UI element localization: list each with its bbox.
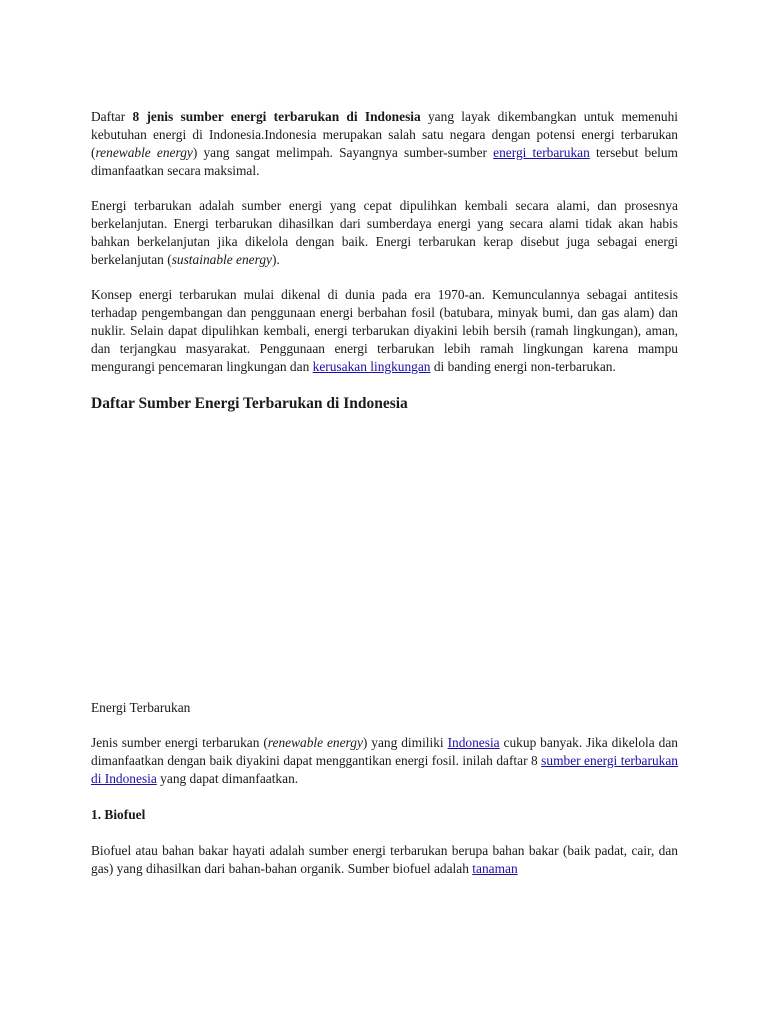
link-sumber-energi-terbarukan[interactable]: sumber energi terbarukan di Indonesia bbox=[91, 753, 678, 786]
text-run: ). bbox=[271, 252, 280, 267]
text-run: Daftar bbox=[91, 109, 133, 124]
section-heading: Daftar Sumber Energi Terbarukan di Indonesia bbox=[91, 395, 408, 412]
document-body bbox=[91, 108, 678, 878]
text-run: yang layak dikembangkan untuk memenuhi kebutuhan energi di Indonesia.Indonesia merupakan salah satu negara dengan potensi energi terbarukan ( bbox=[91, 109, 678, 160]
text-run: Biofuel atau bahan bakar hayati adalah sumber energi terbarukan berupa bahan bakar (baik padat, cair, dan gas) yang dihasilkan dari bahan-bahan organik. Sumber biofuel adalah bbox=[91, 843, 678, 876]
italic-term: renewable energy bbox=[267, 735, 363, 750]
concept-paragraph bbox=[91, 286, 678, 376]
text-run: ) yang dimiliki bbox=[362, 735, 448, 750]
text-run: Energi terbarukan adalah sumber energi yang cepat dipulihkan kembali secara alami, dan prosesnya berkelanjutan. Energi terbarukan dihasilkan dari sumberdaya energi yang secara alami tidak akan habis bahkan berkelanjutan jika dikelola dengan baik. Energi terbarukan kerap disebut juga sebagai energi berkelanjutan ( bbox=[91, 198, 678, 267]
text-run: yang dapat dimanfaatkan. bbox=[156, 771, 299, 786]
text-run: di banding energi non-terbarukan. bbox=[430, 359, 616, 374]
italic-term: renewable energy bbox=[95, 145, 193, 160]
definition-paragraph bbox=[91, 197, 678, 269]
link-tanaman[interactable]: tanaman bbox=[472, 861, 518, 876]
text-run: tersebut belum dimanfaatkan secara maksimal. bbox=[91, 145, 678, 178]
biofuel-paragraph bbox=[91, 842, 678, 878]
types-paragraph bbox=[91, 734, 678, 788]
link-energi-terbarukan[interactable]: energi terbarukan bbox=[493, 145, 590, 160]
image-placeholder bbox=[91, 414, 678, 699]
link-indonesia[interactable]: Indonesia bbox=[447, 735, 500, 750]
text-run: ) yang sangat melimpah. Sayangnya sumber-sumber bbox=[192, 145, 494, 160]
bold-title-text: 8 jenis sumber energi terbarukan di Indonesia bbox=[132, 109, 421, 124]
text-run: Konsep energi terbarukan mulai dikenal di dunia pada era 1970-an. Kemunculannya sebagai antitesis terhadap pengembangan dan penggunaan energi berbahan fosil (batubara, minyak bumi, dan gas alam) dan nuklir. Selain dapat dipulihkan kembali, energi terbarukan diyakini lebih bersih (ramah lingkungan), aman, dan terjangkau masyarakat. Penggunaan energi terbarukan lebih ramah lingkungan karena mampu mengurangi pencemaran lingkungan dan bbox=[91, 287, 678, 374]
image-caption: Energi Terbarukan bbox=[91, 700, 191, 715]
subheading-biofuel: 1. Biofuel bbox=[91, 807, 146, 822]
intro-paragraph bbox=[91, 108, 678, 180]
text-run: Jenis sumber energi terbarukan ( bbox=[91, 735, 268, 750]
italic-term: sustainable energy bbox=[171, 252, 272, 267]
text-run: cukup banyak. Jika dikelola dan dimanfaatkan dengan baik diyakini dapat menggantikan energi fosil. inilah daftar 8 bbox=[91, 735, 678, 768]
link-kerusakan-lingkungan[interactable]: kerusakan lingkungan bbox=[312, 359, 431, 374]
